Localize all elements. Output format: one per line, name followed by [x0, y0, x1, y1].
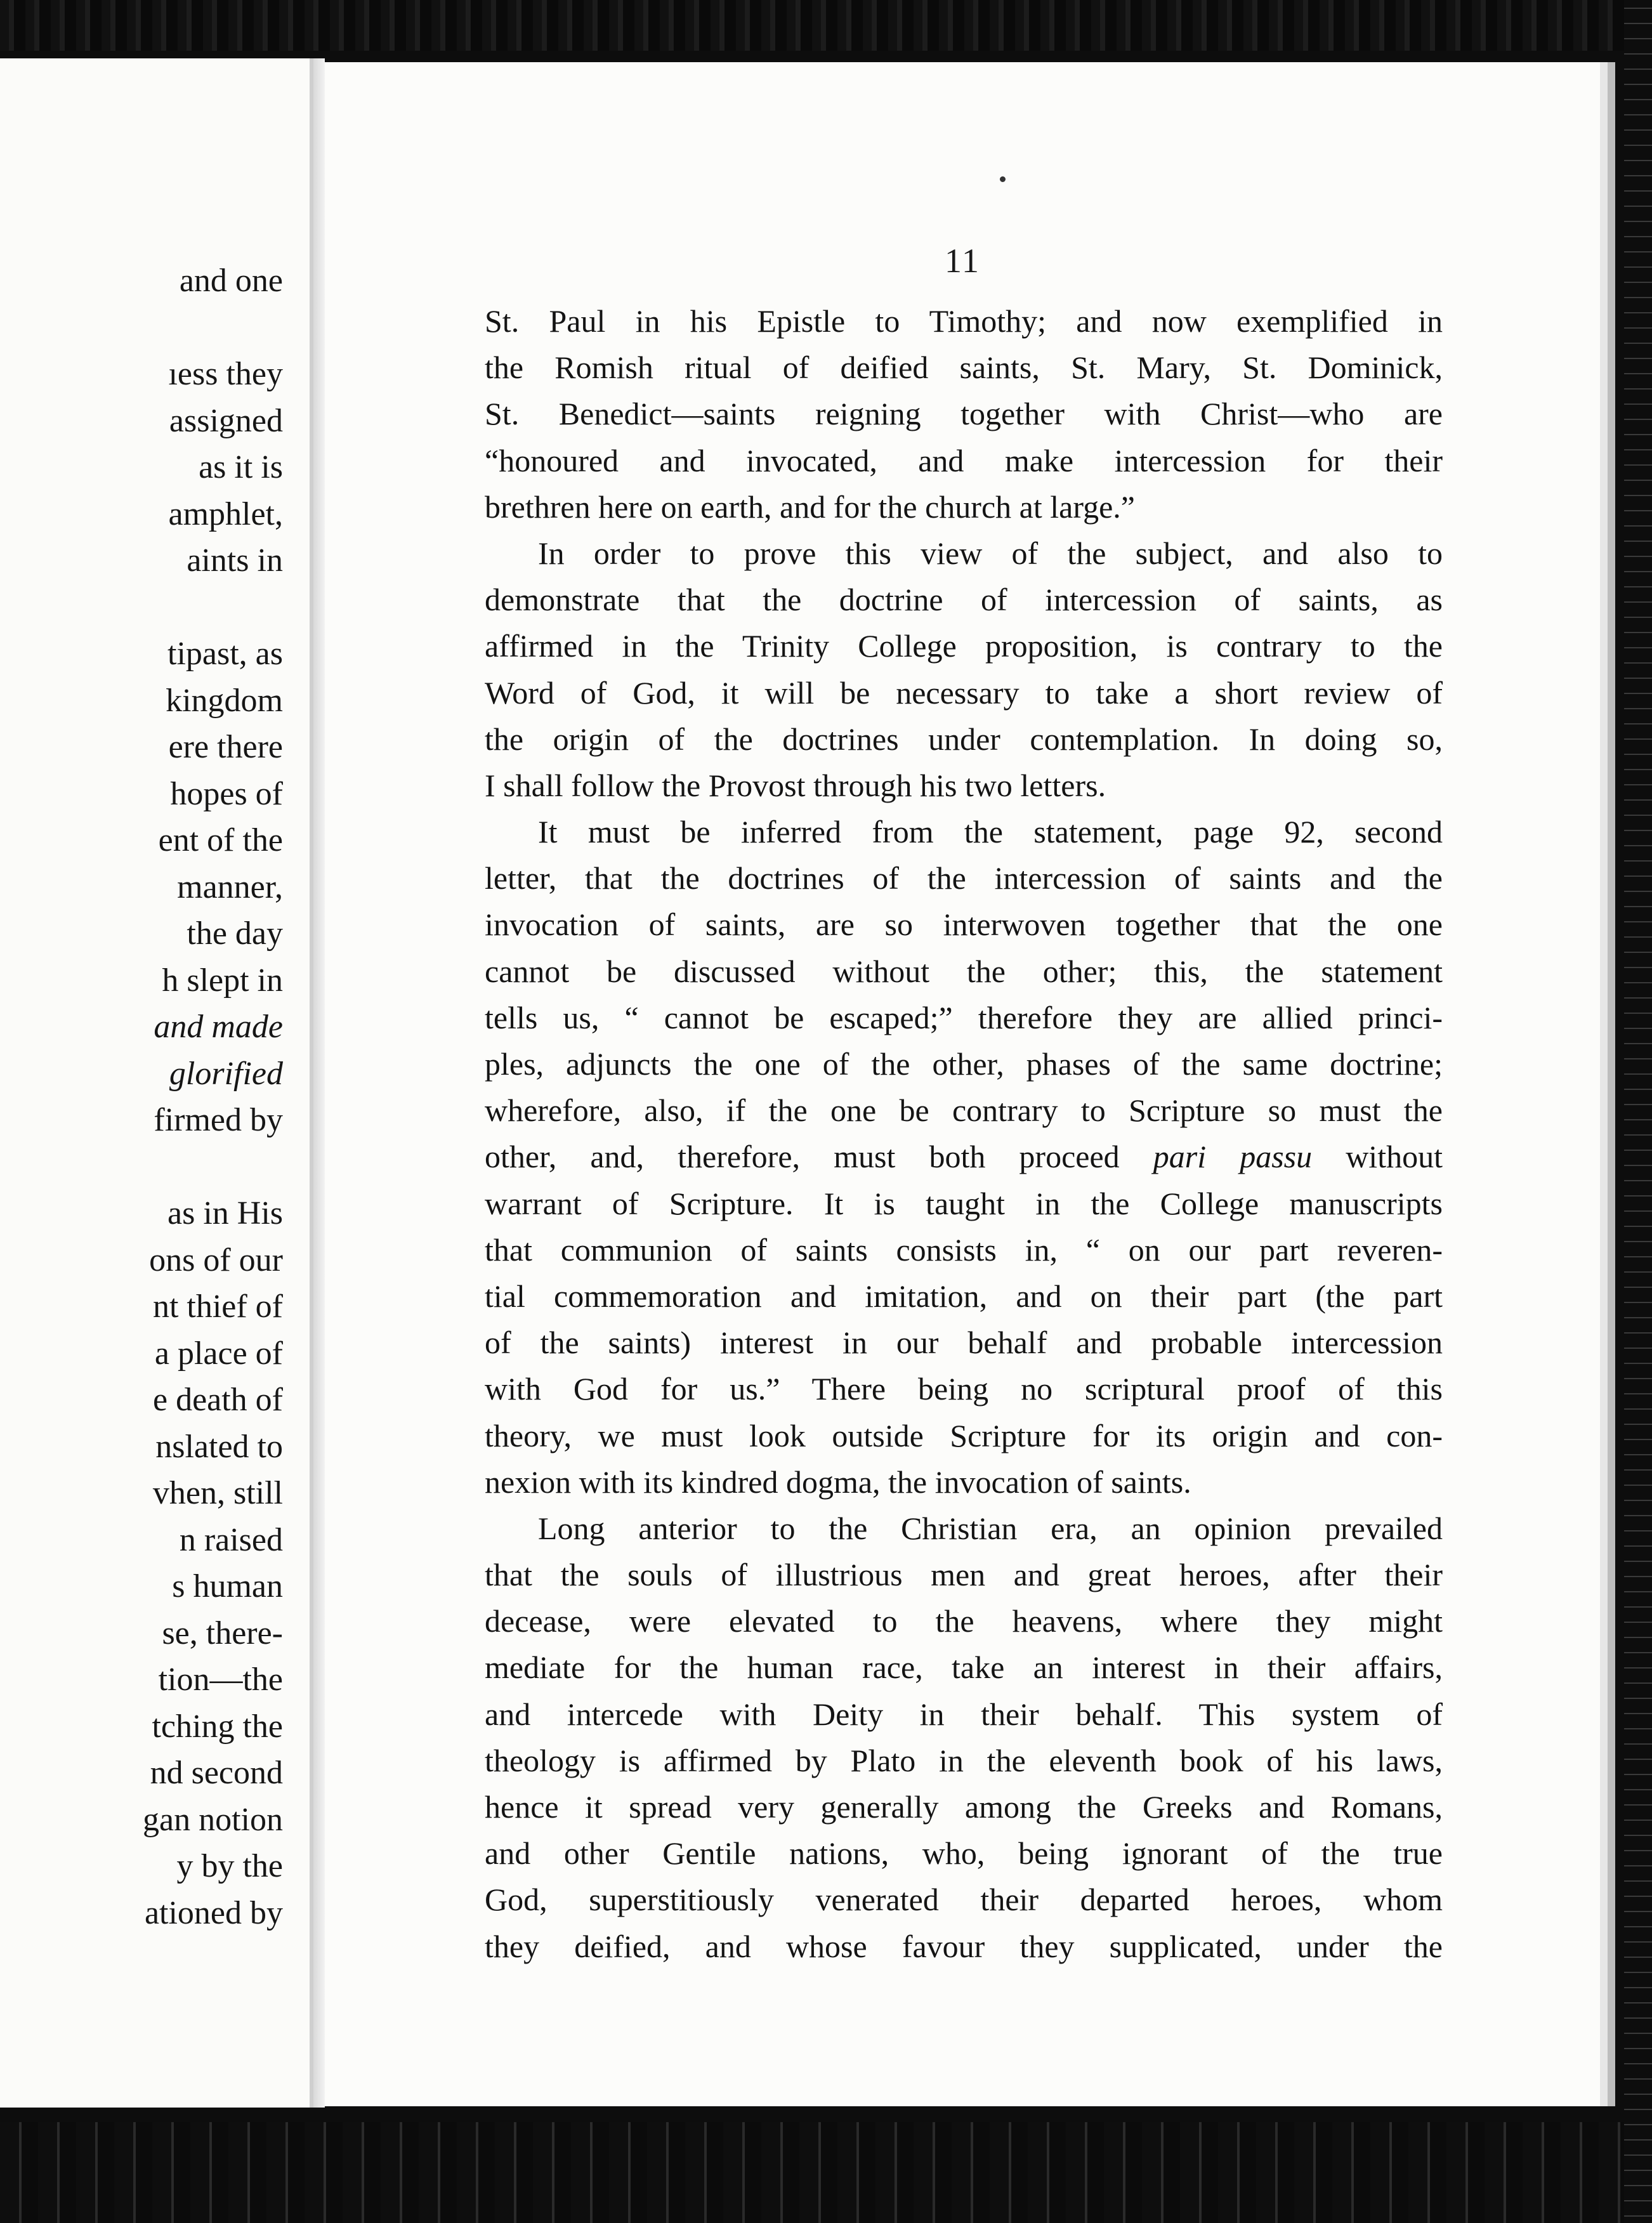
left-page-line: nd second: [150, 1755, 283, 1791]
text-line: brethren here on earth, and for the church at large.”: [485, 489, 1135, 525]
left-page-line: nt thief of: [152, 1289, 283, 1325]
left-page-fragment: [0, 58, 313, 2108]
left-page-line: ıess they: [168, 356, 283, 392]
left-page-line: gan notion: [143, 1801, 283, 1838]
text-line: nexion with its kindred dogma, the invocation of saints.: [485, 1464, 1191, 1500]
text-line: the origin of the doctrines under contemplation. In doing so,: [485, 721, 1443, 757]
text-segment: without: [1312, 1139, 1443, 1175]
left-page-line: tipast, as: [167, 636, 283, 672]
left-page-line: tion—the: [158, 1662, 283, 1698]
text-line: invocation of saints, are so interwoven together that the one: [485, 907, 1443, 943]
left-page-line: se, there-: [162, 1615, 283, 1651]
text-line: theory, we must look outside Scripture for its origin and con-: [485, 1417, 1443, 1453]
text-line: St. Benedict—saints reigning together with Christ—who are: [485, 396, 1443, 432]
text-line: they deified, and whose favour they supplicated, under the: [485, 1928, 1443, 1964]
text-line: I shall follow the Provost through his two letters.: [485, 767, 1106, 803]
left-page-line: and made: [154, 1009, 283, 1045]
text-line: In order to prove this view of the subject, and also to: [538, 535, 1443, 571]
left-page-line: manner,: [177, 869, 283, 905]
text-line: and other Gentile nations, who, being ignorant of the true: [485, 1835, 1443, 1872]
text-line: God, superstitiously venerated their departed heroes, whom: [485, 1882, 1443, 1918]
text-segment: other, and, therefore, must both proceed: [485, 1139, 1153, 1175]
left-page-line: amphlet,: [168, 495, 283, 532]
text-line: affirmed in the Trinity College proposition, is contrary to the: [485, 628, 1443, 664]
text-line: “honoured and invocated, and make intercession for their: [485, 442, 1443, 478]
italic-phrase: pari passu: [1153, 1139, 1313, 1175]
text-line: theology is affirmed by Plato in the eleventh book of his laws,: [485, 1742, 1443, 1778]
text-line: ples, adjuncts the one of the other, phases of the same doctrine;: [485, 1046, 1443, 1082]
left-page-line: hopes of: [170, 775, 283, 812]
text-line: that communion of saints consists in, “ on our part reveren-: [485, 1231, 1443, 1268]
left-page-line: h slept in: [162, 962, 283, 999]
right-page: [325, 62, 1600, 2106]
text-line: letter, that the doctrines of the intercession of saints and the: [485, 860, 1443, 896]
text-line: [485, 1134, 1443, 1180]
text-line: wherefore, also, if the one be contrary to Scripture so must the: [485, 1092, 1443, 1129]
left-page-line: nslated to: [155, 1428, 283, 1465]
scanner-edge-right: [1624, 0, 1652, 2223]
scanner-edge-bottom: [0, 2122, 1652, 2223]
left-page-line: ons of our: [149, 1242, 283, 1278]
text-line: and intercede with Deity in their behalf. This system of: [485, 1696, 1443, 1732]
text-line: mediate for the human race, take an interest in their affairs,: [485, 1649, 1443, 1686]
left-page-line: ere there: [168, 729, 283, 765]
text-line: with God for us.” There being no scriptural proof of this: [485, 1371, 1443, 1407]
left-page-line: y by the: [176, 1848, 283, 1884]
left-page-line: as in His: [167, 1195, 283, 1231]
left-page-line: e death of: [152, 1382, 283, 1418]
text-line: tial commemoration and imitation, and on their part (the part: [485, 1278, 1443, 1314]
text-line: warrant of Scripture. It is taught in the College manuscripts: [485, 1185, 1443, 1221]
text-line: demonstrate that the doctrine of intercession of saints, as: [485, 582, 1443, 618]
left-page-line: aints in: [187, 542, 283, 579]
text-line: It must be inferred from the statement, page 92, second: [538, 814, 1443, 850]
page-gutter: [313, 58, 325, 2108]
left-page-line: and one: [179, 263, 283, 299]
left-page-line: s human: [172, 1568, 283, 1604]
left-page-line: n raised: [179, 1521, 283, 1558]
left-page-line: a place of: [154, 1335, 283, 1372]
left-page-line: ent of the: [158, 822, 283, 858]
text-line: St. Paul in his Epistle to Timothy; and now exemplified in: [485, 303, 1443, 339]
left-page-line: tching the: [152, 1708, 283, 1745]
text-line: Word of God, it will be necessary to take a short review of: [485, 674, 1443, 711]
left-page-line: glorified: [169, 1055, 283, 1092]
left-page-line: as it is: [199, 449, 283, 485]
text-line: Long anterior to the Christian era, an opinion prevailed: [538, 1510, 1443, 1546]
text-line: that the souls of illustrious men and great heroes, after their: [485, 1557, 1443, 1593]
text-line: tells us, “ cannot be escaped;” therefore they are allied princi-: [485, 999, 1443, 1035]
page-speck: [1000, 176, 1006, 182]
left-page-line: firmed by: [154, 1102, 283, 1138]
text-line: cannot be discussed without the other; this, the statement: [485, 953, 1443, 989]
left-page-line: vhen, still: [152, 1475, 283, 1511]
text-line: hence it spread very generally among the Greeks and Romans,: [485, 1789, 1443, 1825]
text-line: the Romish ritual of deified saints, St. Mary, St. Dominick,: [485, 350, 1443, 386]
body-text: [485, 298, 1443, 1970]
left-page-line: ationed by: [144, 1894, 283, 1931]
left-page-line: assigned: [169, 402, 283, 439]
scanner-edge-top: [0, 0, 1652, 51]
text-line: decease, were elevated to the heavens, where they might: [485, 1603, 1443, 1639]
left-page-line: the day: [187, 915, 283, 952]
left-page-line: kingdom: [166, 682, 283, 719]
text-line: of the saints) interest in our behalf and probable intercession: [485, 1325, 1443, 1361]
page-number: 11: [945, 242, 980, 280]
